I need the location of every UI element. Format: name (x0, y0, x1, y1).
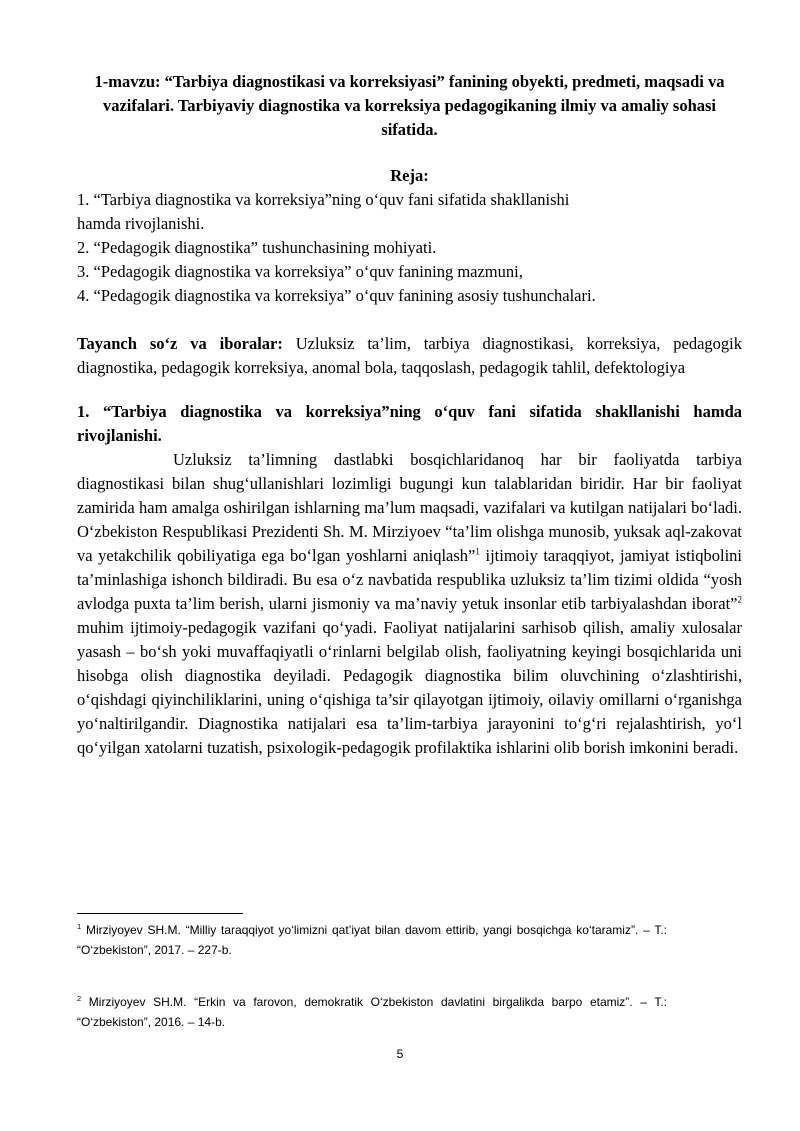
document-page (77, 70, 742, 760)
footnote-separator (77, 913, 243, 914)
body-paragraph (77, 448, 742, 760)
body-text-part: muhim ijtimoiy-pedagogik vazifani qo‘yadi. Faoliyat natijalarini sarhisob qilish, amaliy xulosalar yasash – bo‘sh yoki muvaffaqiyatli o‘rinlarni belgilab olish, faoliyatning keyingi bosqichlarida uni hisobga olish diagnostika deyiladi. Pedagogik diagnostika bilim oluvchining o‘zlashtirishi, o‘qishdagi qiyinchiliklarini, uning o‘qishiga ta’sir qilayotgan ijtimoiy, oilaviy omillarni o‘rganishga yo‘naltirilgandir. Diagnostika natijalari esa ta’lim-tarbiya jarayonini to‘g‘ri rejalashtirish, yo‘l qo‘yilgan xatolarni tuzatish, psixologik-pedagogik profilaktika ishlarini olib borish imkonini beradi. (77, 618, 742, 757)
footnote-text: Mirziyoyev SH.M. “Erkin va farovon, demokratik O‘zbekiston davlatini birgalikda barpo etamiz”. – T.: “O‘zbekiston”, 2016. – 14-b. (77, 995, 667, 1029)
plan-item: 3. “Pedagogik diagnostika va korreksiya” o‘quv fanining mazmuni, (77, 262, 523, 281)
page-number: 5 (396, 1047, 404, 1061)
footnote-marker: 2 (77, 994, 82, 1003)
body-text-part: ijtimoiy taraqqiyot, jamiyat istiqbolini ta’minlashiga ishonch bildiradi. Bu esa o‘z navbatida respublika uzluksiz ta’lim tizimi oldida “yosh avlodga puxta ta’lim berish, ularni jismoniy va ma’naviy yetuk insonlar etib tarbiyalashdan iborat” (77, 546, 742, 613)
keywords-text: Uzluksiz ta’lim, tarbiya diagnostikasi, korreksiya, pedagogik diagnostika, pedagogik korreksiya, anomal bola, taqqoslash, pedagogik tahlil, defektologiya (77, 334, 742, 377)
footnote-text: Mirziyoyev SH.M. “Milliy taraqqiyot yo‘limizni qat’iyat bilan davom ettirib, yangi bosqichga ko‘taramiz”. – T.: “O‘zbekiston”, 2017. – 227-b. (77, 923, 667, 957)
footnote (77, 920, 667, 960)
plan-heading: Reja: (390, 166, 429, 185)
footnote-ref: 2 (737, 594, 742, 605)
footnote (77, 992, 667, 1032)
plan-item: 4. “Pedagogik diagnostika va korreksiya” o‘quv fanining asosiy tushunchalari. (77, 286, 596, 305)
plan-item: 2. “Pedagogik diagnostika” tushunchasining mohiyati. (77, 238, 437, 257)
plan-item: 1. “Tarbiya diagnostika va korreksiya”ning o‘quv fani sifatida shakllanishi (77, 190, 570, 209)
plan-list (77, 188, 742, 308)
plan-item: hamda rivojlanishi. (77, 214, 205, 233)
keywords-paragraph (77, 332, 742, 380)
section-heading: 1. “Tarbiya diagnostika va korreksiya”ning o‘quv fani sifatida shakllanishi hamda rivojlanishi. (77, 402, 742, 445)
body-text-part: Uzluksiz ta’limning dastlabki bosqichlaridanoq har bir faoliyatda tarbiya diagnostikasi bilan shug‘ullanishlari lozimligi bugungi kun talablaridan biridir. Har bir faoliyat zamirida ham amalga oshirilgan ishlarning ma’lum maqsadi, vazifalari va kutilgan natijalari bo‘ladi. O‘zbekiston Respublikasi Prezidenti Sh. M. Mirziyoev “ta’lim olishga munosib, yuksak aql-zakovat va yetakchilik qobiliyatiga ega bo‘lgan yoshlarni aniqlash” (77, 450, 742, 565)
footnote-ref: 1 (475, 546, 480, 557)
keywords-label: Tayanch so‘z va iboralar: (77, 334, 283, 353)
footnote-marker: 1 (77, 922, 82, 931)
page-title: 1-mavzu: “Tarbiya diagnostikasi va korreksiyasi” fanining obyekti, predmeti, maqsadi va vazifalari. Tarbiyaviy diagnostika va korreksiya pedagogikaning ilmiy va amaliy sohasi sifatida. (94, 72, 725, 139)
